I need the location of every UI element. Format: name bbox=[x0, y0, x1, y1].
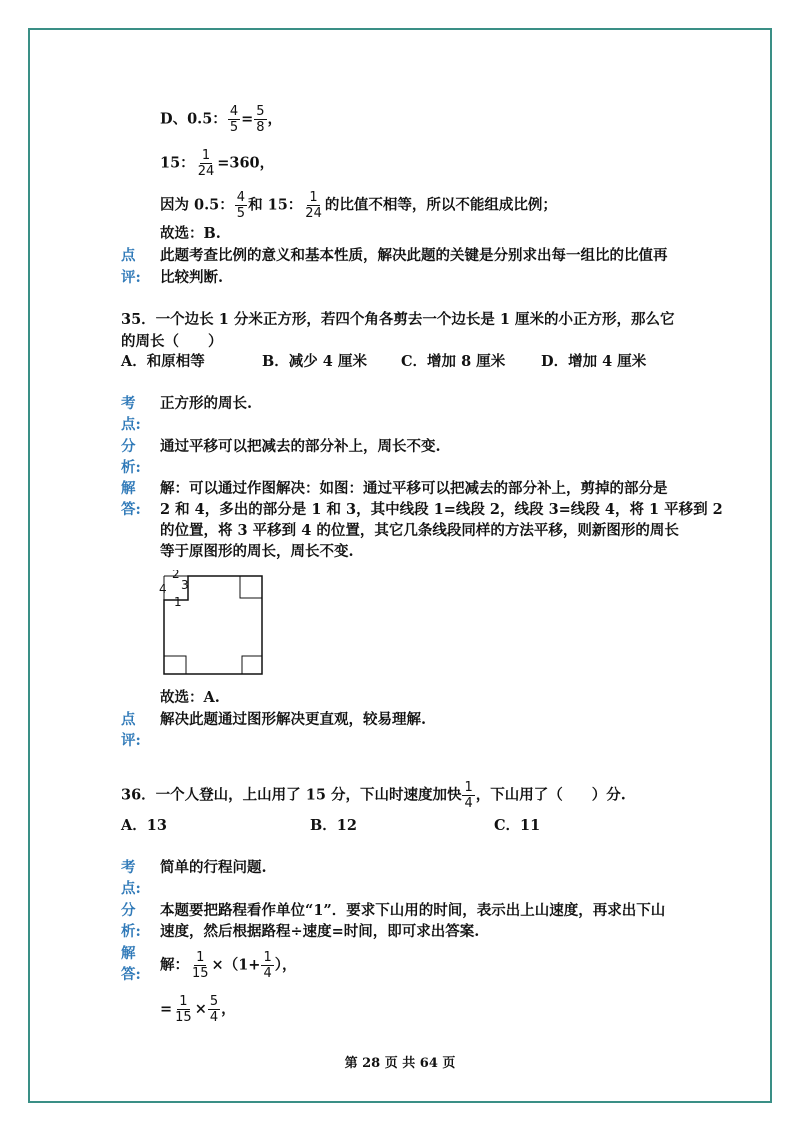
numerator: 1 bbox=[196, 950, 205, 965]
fraction bbox=[208, 994, 220, 1025]
fraction bbox=[261, 950, 273, 981]
fenxi-tag: 分 bbox=[121, 438, 136, 455]
label-2: 2 bbox=[172, 570, 180, 581]
fenxi-tag: 析: bbox=[121, 459, 141, 476]
fraction bbox=[254, 104, 266, 135]
numerator: 1 bbox=[309, 190, 318, 205]
page-footer: 第 28 页 共 64 页 bbox=[344, 1056, 456, 1071]
text-segment: ）， bbox=[274, 956, 297, 974]
review-text: 此题考查比例的意义和基本性质，解决此题的关键是分别求出每一组比的比值再 bbox=[160, 247, 668, 264]
jieda-tag: 解 bbox=[121, 480, 136, 497]
label-1: 1 bbox=[174, 595, 182, 609]
review-tag: 评: bbox=[121, 732, 141, 749]
denominator: 15 bbox=[175, 1010, 192, 1025]
numerator: 1 bbox=[179, 994, 188, 1009]
solution-step-1 bbox=[160, 950, 296, 981]
text-segment: 36．一个人登山，上山用了 15 分，下山时速度加快 bbox=[121, 786, 462, 804]
jieda-text: 的位置，将 3 平移到 4 的位置，其它几条线段同样的方法平移，则新图形的周长 bbox=[160, 522, 679, 539]
fraction bbox=[173, 994, 194, 1025]
kaodian-tag: 考 bbox=[121, 859, 136, 876]
question-35-stem: 35．一个边长 1 分米正方形，若四个角各剪去一个边长是 1 厘米的小正方形，那么它 bbox=[121, 311, 675, 328]
text-segment: =360， bbox=[217, 154, 275, 172]
fraction bbox=[462, 780, 474, 811]
denominator: 5 bbox=[236, 206, 246, 221]
denominator: 8 bbox=[256, 120, 265, 135]
review-tag: 点 bbox=[121, 711, 136, 728]
review-tag: 评: bbox=[121, 269, 141, 286]
fenxi-text: 通过平移可以把减去的部分补上，周长不变. bbox=[160, 438, 441, 455]
kaodian-tag: 点: bbox=[121, 880, 141, 897]
question-36-option-b: B．12 bbox=[310, 817, 357, 834]
text-segment: × bbox=[194, 1000, 207, 1018]
kaodian-tag: 点: bbox=[121, 416, 141, 433]
fenxi-text: 本题要把路程看作单位“1”．要求下山用的时间，表示出上山速度，再求出下山 bbox=[160, 902, 666, 919]
solution-step-2 bbox=[160, 994, 236, 1025]
denominator: 24 bbox=[197, 164, 215, 179]
question-35-option-b: B．减少 4 厘米 bbox=[262, 353, 367, 370]
jieda-text: 2 和 4，多出的部分是 1 和 3，其中线段 1=线段 2，线段 3=线段 4，将 1 平移到 2 bbox=[160, 501, 723, 518]
denominator: 4 bbox=[209, 1010, 219, 1025]
because-line bbox=[160, 190, 557, 221]
denominator: 5 bbox=[229, 120, 239, 135]
text-segment: ×（1+ bbox=[211, 956, 261, 974]
review-tag: 点 bbox=[121, 247, 136, 264]
text-segment: ，下山用了（ ）分. bbox=[475, 786, 626, 804]
corner-cut-bottom-left bbox=[164, 656, 186, 674]
fenxi-tag: 析: bbox=[121, 923, 141, 940]
jieda-tag: 答: bbox=[121, 966, 141, 983]
kaodian-tag: 考 bbox=[121, 395, 136, 412]
text-segment: = bbox=[160, 1000, 173, 1018]
numerator: 5 bbox=[209, 994, 219, 1009]
fenxi-tag: 分 bbox=[121, 902, 136, 919]
fenxi-text: 速度，然后根据路程÷速度=时间，即可求出答案. bbox=[160, 923, 480, 940]
ratio-15-line bbox=[160, 148, 274, 179]
numerator: 4 bbox=[229, 104, 239, 119]
numerator: 1 bbox=[201, 148, 211, 163]
text-segment: D、0.5： bbox=[160, 110, 227, 128]
fraction bbox=[196, 148, 217, 179]
text-segment: ， bbox=[267, 110, 283, 128]
question-36-option-c: C．11 bbox=[494, 817, 541, 834]
fraction bbox=[228, 104, 240, 135]
corner-cut-top-right bbox=[240, 576, 262, 598]
fraction bbox=[190, 950, 211, 981]
text-segment: 15： bbox=[160, 154, 195, 172]
question-35-option-a: A．和原相等 bbox=[121, 353, 205, 370]
text-segment: = bbox=[241, 110, 254, 128]
numerator: 4 bbox=[236, 190, 246, 205]
review-text: 比较判断. bbox=[160, 269, 224, 286]
fraction bbox=[235, 190, 247, 221]
jieda-text: 等于原图形的周长，周长不变. bbox=[160, 543, 354, 560]
text-segment: ， bbox=[221, 1000, 236, 1018]
choose-b: 故选：B. bbox=[160, 225, 221, 242]
fraction bbox=[303, 190, 324, 221]
option-d-line bbox=[160, 104, 282, 135]
review-text: 解决此题通过图形解决更直观，较易理解. bbox=[160, 711, 427, 728]
text-segment: 和 15： bbox=[248, 196, 303, 214]
corner-cut-bottom-right bbox=[242, 656, 262, 674]
jieda-tag: 解 bbox=[121, 945, 136, 962]
question-35-stem: 的周长（ ） bbox=[121, 333, 223, 350]
question-36-stem bbox=[121, 780, 626, 811]
kaodian-text: 简单的行程问题. bbox=[160, 859, 267, 876]
denominator: 15 bbox=[192, 966, 209, 981]
numerator: 1 bbox=[263, 950, 272, 965]
text-segment: 的比值不相等，所以不能组成比例； bbox=[324, 196, 557, 214]
numerator: 1 bbox=[464, 780, 473, 795]
text-segment: 解： bbox=[160, 956, 189, 974]
denominator: 4 bbox=[263, 966, 272, 981]
square-figure bbox=[158, 570, 268, 680]
numerator: 5 bbox=[256, 104, 265, 119]
kaodian-text: 正方形的周长. bbox=[160, 395, 253, 412]
choose-a: 故选：A. bbox=[160, 689, 220, 706]
label-4: 4 bbox=[159, 582, 167, 596]
denominator: 24 bbox=[305, 206, 322, 221]
label-3: 3 bbox=[181, 578, 189, 592]
outer-outline bbox=[164, 576, 262, 674]
question-35-option-d: D．增加 4 厘米 bbox=[541, 353, 647, 370]
question-36-option-a: A．13 bbox=[121, 817, 167, 834]
denominator: 4 bbox=[464, 796, 473, 811]
jieda-tag: 答: bbox=[121, 501, 141, 518]
jieda-text: 解：可以通过作图解决：如图：通过平移可以把减去的部分补上，剪掉的部分是 bbox=[160, 480, 668, 497]
text-segment: 因为 0.5： bbox=[160, 196, 234, 214]
question-35-option-c: C．增加 8 厘米 bbox=[401, 353, 506, 370]
